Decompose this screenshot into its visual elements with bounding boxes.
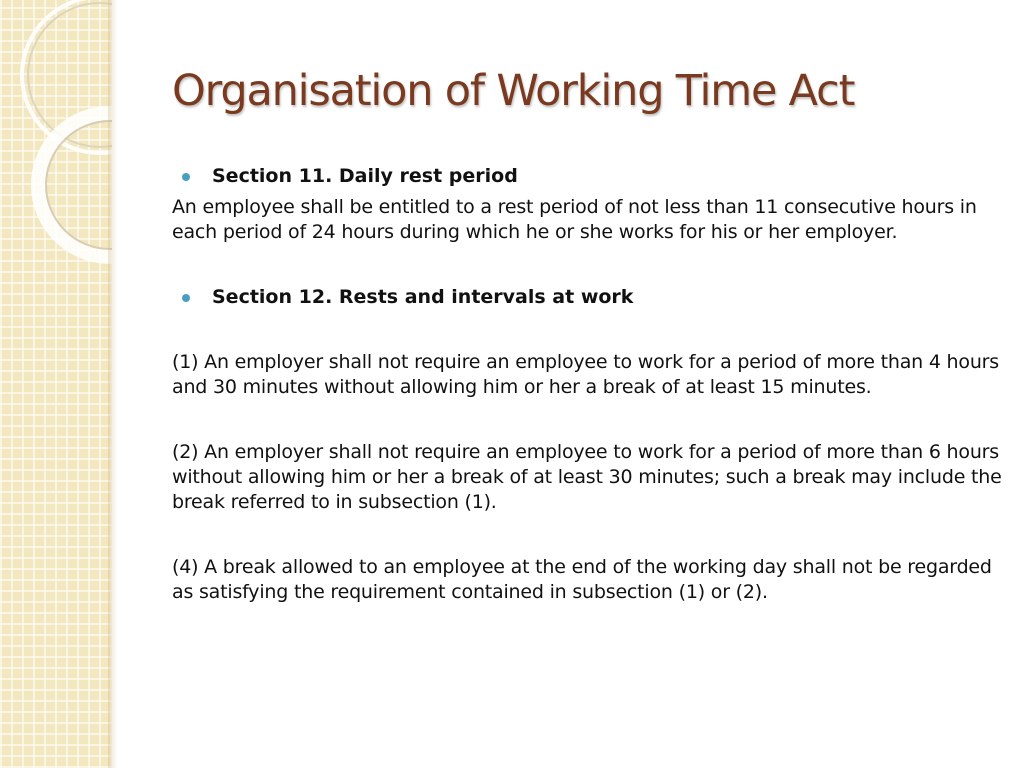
slide-content: [172, 164, 1002, 605]
section-12-paragraph-4: (4) A break allowed to an employee at the end of the working day shall not be regarded as satisfying the requirement contained in subsection (1) or (2).: [172, 556, 992, 603]
section-12-paragraph-1: (1) An employer shall not require an employee to work for a period of more than 4 hours and 30 minutes without allowing him or her a break of at least 15 minutes.: [172, 351, 999, 398]
section-12-paragraph-2: (2) An employer shall not require an employee to work for a period of more than 6 hours without allowing him or her a break of at least 30 minutes; such a break may include the break referred to in subsection (1).: [172, 441, 1002, 513]
bullet-icon: [182, 294, 190, 302]
section-11-text: An employee shall be entitled to a rest period of not less than 11 consecutive hours in each period of 24 hours during which he or she works for his or her employer.: [172, 196, 977, 243]
section-11-heading: Section 11. Daily rest period: [212, 165, 518, 187]
section-12-heading: Section 12. Rests and intervals at work: [212, 286, 634, 308]
panel-edge-shadow: [108, 0, 118, 768]
section-12-heading-row: [172, 285, 1002, 310]
decorative-side-panel: [0, 0, 112, 768]
section-11-heading-row: [172, 164, 1002, 189]
decorative-rings-icon: [0, 0, 112, 300]
bullet-icon: [182, 173, 190, 181]
slide-title: Organisation of Working Time Act: [172, 66, 855, 116]
